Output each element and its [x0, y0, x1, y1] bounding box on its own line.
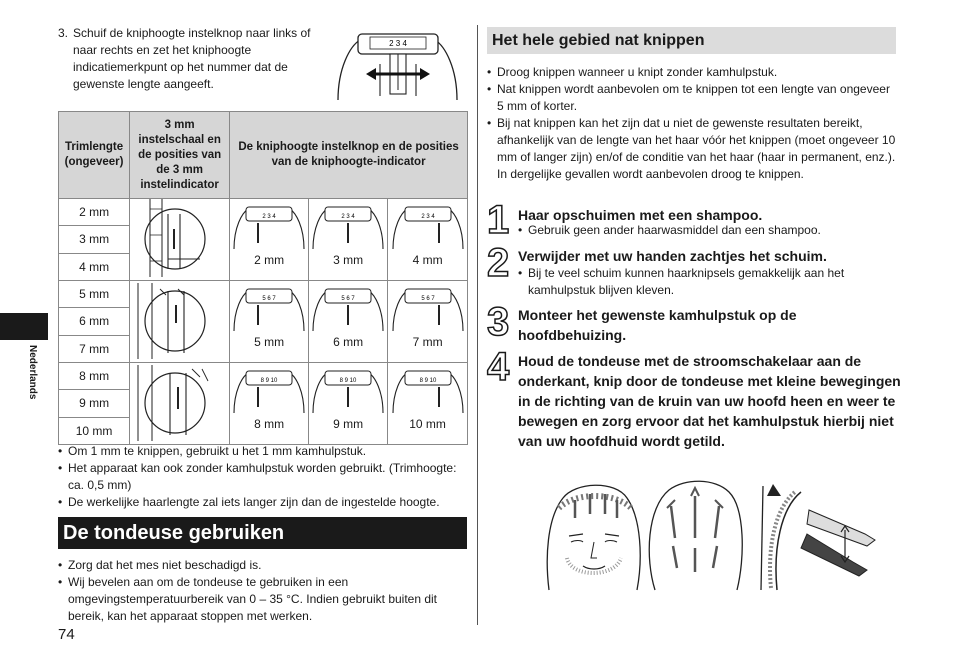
step-number: 3 [487, 300, 510, 344]
dial-position-cell [309, 199, 388, 281]
front-head-figure [547, 485, 640, 590]
dial-numbers: 2 3 4 [262, 214, 276, 220]
list-item: • Bij te veel schuim kunnen haarknipsels gemakkelijk aan het kamhulpstuk blijven kleven. [518, 265, 898, 299]
header-trim-length: Trimlengte (ongeveer) [59, 112, 130, 199]
language-tab-marker [0, 313, 48, 340]
scale-figure [130, 281, 230, 363]
dial-numbers: 5 6 7 [262, 296, 276, 302]
length-cell: 3 mm [59, 226, 130, 253]
cutting-direction-illustration [545, 478, 885, 593]
list-item: • Zorg dat het mes niet beschadigd is. [58, 557, 468, 574]
length-cell: 2 mm [59, 199, 130, 226]
list-item: • Wij bevelen aan om de tondeuse te gebruiken in een omgevingstemperatuurbereik van 0 – 35 °C. Indien gebruikt buiten dit bereik, kan het apparaat stoppen met werken. [58, 574, 468, 625]
dial-numbers: 8 9 10 [419, 378, 436, 384]
position-label: 8 mm [254, 417, 285, 431]
trimmer-closeup-figure [761, 484, 875, 590]
header-3mm-scale: 3 mm instelschaal en de posities van de 3 mm instelindicator [130, 112, 230, 199]
step-title: Verwijder met uw handen zachtjes het schuim. [518, 248, 827, 264]
list-item: • Bij nat knippen kan het zijn dat u niet de gewenste resultaten bereikt, afhankelijk van de lengte van het haar vóór het knippen (moet ongeveer 10 mm of langer zijn) en/of de conditie van het haar (haar in permanent, enz.). [487, 115, 897, 166]
dial-position-cell [230, 281, 309, 363]
dial-numbers: 5 6 7 [341, 296, 355, 302]
step-title: Houd de tondeuse met de stroomschakelaar aan de onderkant, knip door de tondeuse met kleine bewegingen in de richting van de kruin van uw hoofd heen en weer te bewegen en zorg ervoor dat het kamhulpstuk hierbij niet van uw hoofdhuid wordt getild. [518, 353, 901, 449]
dial-position-cell [388, 281, 468, 363]
dial-position-cell [388, 363, 468, 445]
length-cell: 9 mm [59, 390, 130, 417]
dial-numbers: 2 3 4 [341, 214, 355, 220]
step-3-number: 3. [58, 26, 69, 40]
step-notes [518, 265, 898, 299]
list-item: • Nat knippen wordt aanbevolen om te knippen tot een lengte van ongeveer 5 mm of korter. [487, 81, 897, 115]
position-label: 3 mm [333, 253, 364, 267]
position-label: 4 mm [412, 253, 443, 267]
dial-position-cell [230, 199, 309, 281]
height-dial-illustration [330, 28, 465, 100]
position-label: 9 mm [333, 417, 364, 431]
length-cell: 4 mm [59, 253, 130, 280]
step-number: 2 [487, 241, 510, 285]
usage-notes [58, 557, 468, 625]
dial-numbers: 2 3 4 [420, 214, 435, 220]
list-item: • Om 1 mm te knippen, gebruikt u het 1 mm kamhulpstuk. [58, 443, 468, 460]
section-title-use-trimmer: De tondeuse gebruiken [58, 517, 467, 549]
position-label: 5 mm [254, 335, 285, 349]
length-cell: 10 mm [59, 417, 130, 444]
position-label: 6 mm [333, 335, 364, 349]
dial-position-cell [309, 363, 388, 445]
step-number: 4 [487, 345, 510, 389]
step-3-text: Schuif de kniphoogte instelknop naar links of naar rechts en zet het kniphoogte indicatiemerkpunt op het nummer dat de gewenste lengte aangeeft. [73, 26, 311, 91]
list-item: • Het apparaat kan ook zonder kamhulpstuk worden gebruikt. (Trimhoogte: ca. 0,5 mm) [58, 460, 468, 494]
list-item: • Droog knippen wanneer u knipt zonder kamhulpstuk. [487, 64, 897, 81]
column-divider [477, 25, 478, 625]
table-notes [58, 443, 468, 511]
length-cell: 5 mm [59, 281, 130, 308]
position-label: 2 mm [254, 253, 285, 267]
step-title: Monteer het gewenste kamhulpstuk op de hoofdbehuizing. [518, 307, 797, 343]
dial-numbers: 8 9 10 [339, 378, 357, 384]
trim-length-table [58, 111, 468, 445]
scale-figure [130, 199, 230, 281]
dial-numbers: 5 6 7 [420, 296, 435, 302]
position-label: 10 mm [409, 417, 446, 431]
wet-cutting-extra-note: In dergelijke gevallen wordt aanbevolen droog te knippen. [497, 167, 804, 181]
step-number: 1 [487, 198, 510, 242]
dial-numbers: 8 9 10 [260, 378, 278, 384]
length-cell: 7 mm [59, 335, 130, 362]
dial-numbers: 2 3 4 [389, 39, 407, 48]
section-title-wet-cutting: Het hele gebied nat knippen [487, 27, 896, 54]
back-head-figure [649, 481, 742, 590]
dial-position-cell [309, 281, 388, 363]
length-cell: 6 mm [59, 308, 130, 335]
list-item: • De werkelijke haarlengte zal iets langer zijn dan de ingestelde hoogte. [58, 494, 468, 511]
scale-figure [130, 363, 230, 445]
dial-position-cell [230, 363, 309, 445]
page-number: 74 [58, 626, 75, 643]
dial-position-cell [388, 199, 468, 281]
list-item: • Gebruik geen ander haarwasmiddel dan een shampoo. [518, 222, 898, 239]
wet-cutting-notes [487, 64, 897, 183]
position-label: 7 mm [412, 335, 443, 349]
header-dial-positions: De kniphoogte instelknop en de posities van de kniphoogte-indicator [230, 112, 468, 199]
side-language-label: Nederlands [27, 345, 38, 400]
step-title: Haar opschuimen met een shampoo. [518, 207, 763, 223]
step-3-instruction [58, 25, 328, 93]
step-notes [518, 222, 898, 239]
length-cell: 8 mm [59, 363, 130, 390]
